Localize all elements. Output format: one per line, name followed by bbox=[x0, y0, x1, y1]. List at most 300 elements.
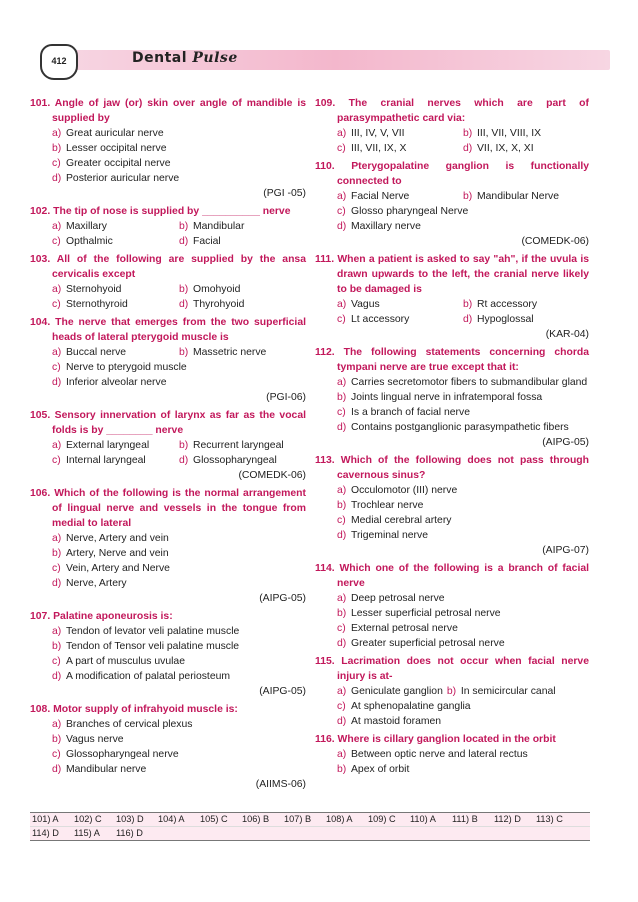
option bbox=[52, 732, 306, 747]
option-letter: a) bbox=[337, 749, 347, 760]
question-text bbox=[30, 96, 306, 126]
option-letter: d) bbox=[52, 173, 62, 184]
question-number: 103. bbox=[30, 254, 57, 265]
option-letter: b) bbox=[337, 392, 347, 403]
question-number: 107. bbox=[30, 611, 54, 622]
option bbox=[179, 219, 306, 234]
option-row bbox=[52, 345, 306, 360]
option-letter: c) bbox=[52, 299, 61, 310]
option-letter: b) bbox=[337, 764, 347, 775]
options bbox=[30, 345, 306, 390]
option bbox=[337, 606, 589, 621]
option-text: Lesser occipital nerve bbox=[66, 143, 167, 154]
option-text: In semicircular canal bbox=[460, 686, 556, 697]
question-text bbox=[315, 252, 589, 297]
option bbox=[337, 375, 589, 390]
option bbox=[337, 714, 589, 729]
question-source: (AIPG-05) bbox=[259, 593, 306, 604]
option bbox=[337, 747, 589, 762]
question-stem: When a patient is asked to say "ah", if the uvula is drawn upwards to the left, the cranial nerve likely to be damaged is bbox=[337, 254, 589, 295]
answer-cell: 104) A bbox=[158, 814, 185, 824]
option bbox=[52, 126, 306, 141]
option-text: Mandibular bbox=[193, 221, 245, 232]
option-letter: b) bbox=[179, 221, 189, 232]
option-letter: b) bbox=[179, 440, 189, 451]
option-letter: b) bbox=[463, 299, 473, 310]
option-text: Thyrohyoid bbox=[193, 299, 245, 310]
question-text bbox=[315, 561, 589, 591]
option-text: III, VII, IX, X bbox=[351, 143, 407, 154]
answer-cell: 115) A bbox=[74, 828, 100, 838]
question bbox=[30, 252, 306, 312]
answer-row bbox=[30, 813, 590, 826]
question-number: 106. bbox=[30, 488, 55, 499]
question bbox=[315, 732, 589, 777]
question-stem: The following statements concerning chorda tympani nerve are true except that it: bbox=[337, 347, 589, 373]
book-title bbox=[132, 50, 238, 66]
option-row bbox=[337, 141, 589, 156]
option-text: Internal laryngeal bbox=[66, 455, 146, 466]
option-text: Opthalmic bbox=[66, 236, 113, 247]
option-letter: c) bbox=[337, 515, 346, 526]
question-stem: Palatine aponeurosis is: bbox=[53, 611, 173, 622]
option-text: Glosso pharyngeal Nerve bbox=[351, 206, 469, 217]
option-text: Apex of orbit bbox=[351, 764, 410, 775]
page-number: 412 bbox=[51, 56, 67, 66]
question-number: 113. bbox=[315, 455, 341, 466]
option-row bbox=[52, 282, 306, 297]
option bbox=[52, 639, 306, 654]
question-stem: Sensory innervation of larynx as far as the vocal folds is by ________ nerve bbox=[52, 410, 306, 436]
option-letter: d) bbox=[337, 422, 347, 433]
option-letter: c) bbox=[337, 143, 346, 154]
option-text: Maxillary nerve bbox=[351, 221, 421, 232]
option bbox=[337, 483, 589, 498]
option-text: Inferior alveolar nerve bbox=[66, 377, 167, 388]
option bbox=[52, 576, 306, 591]
left-column bbox=[30, 96, 306, 795]
question-source: (KAR-04) bbox=[545, 329, 589, 340]
option-letter: d) bbox=[52, 764, 62, 775]
option-letter: b) bbox=[463, 128, 473, 139]
option bbox=[52, 171, 306, 186]
option-row bbox=[337, 126, 589, 141]
option-letter: a) bbox=[337, 128, 347, 139]
question bbox=[315, 252, 589, 342]
option-text: Glossopharyngeal bbox=[193, 455, 277, 466]
options bbox=[315, 189, 589, 234]
option bbox=[337, 219, 589, 234]
option-text: Vagus bbox=[351, 299, 380, 310]
question-stem: Pterygopalatine ganglion is functionally connected to bbox=[337, 161, 589, 187]
option-letter: c) bbox=[337, 314, 346, 325]
question bbox=[315, 561, 589, 651]
option-letter: b) bbox=[52, 143, 62, 154]
question-stem: Where is cillary ganglion located in the orbit bbox=[337, 734, 556, 745]
option-letter: c) bbox=[52, 455, 61, 466]
option-letter: a) bbox=[52, 440, 62, 451]
option-row bbox=[52, 453, 306, 468]
option-text: Tendon of levator veli palatine muscle bbox=[66, 626, 240, 637]
question bbox=[315, 654, 589, 729]
option-row bbox=[52, 297, 306, 312]
option-letter: d) bbox=[179, 236, 189, 247]
question-number: 116. bbox=[315, 734, 338, 745]
answer-cell: 116) D bbox=[116, 828, 143, 838]
option bbox=[179, 345, 306, 360]
question-text bbox=[30, 609, 306, 624]
option-text: Geniculate ganglion bbox=[351, 686, 443, 697]
option-letter: a) bbox=[337, 299, 347, 310]
question bbox=[30, 96, 306, 201]
question-stem: All of the following are supplied by the ansa cervicalis except bbox=[52, 254, 306, 280]
option-text: Omohyoid bbox=[193, 284, 241, 295]
question-source: (AIPG-05) bbox=[259, 686, 306, 697]
option-letter: c) bbox=[52, 362, 61, 373]
option-row bbox=[337, 189, 589, 204]
option bbox=[52, 654, 306, 669]
options bbox=[30, 438, 306, 468]
option-letter: a) bbox=[337, 485, 347, 496]
option-text: Contains postganglionic parasympathetic fibers bbox=[351, 422, 569, 433]
answer-cell: 110) A bbox=[410, 814, 436, 824]
question-source: (PGI -05) bbox=[263, 188, 306, 199]
question-text bbox=[30, 408, 306, 438]
question-text bbox=[315, 453, 589, 483]
book-title-sub: Pulse bbox=[192, 50, 238, 66]
answer-cell: 105) C bbox=[200, 814, 228, 824]
option bbox=[463, 297, 589, 312]
answer-cell: 106) B bbox=[242, 814, 270, 824]
question-text bbox=[315, 654, 589, 684]
question-number: 105. bbox=[30, 410, 55, 421]
question-source: (PGI-06) bbox=[266, 392, 306, 403]
option-text: Lt accessory bbox=[351, 314, 410, 325]
option-text: VII, IX, X, XI bbox=[477, 143, 534, 154]
option bbox=[52, 156, 306, 171]
question-source: (AIPG-07) bbox=[542, 545, 589, 556]
option-letter: d) bbox=[52, 578, 62, 589]
option-text: Tendon of Tensor veli palatine muscle bbox=[66, 641, 240, 652]
question-text bbox=[315, 96, 589, 126]
question bbox=[315, 96, 589, 156]
options bbox=[30, 717, 306, 777]
option bbox=[463, 312, 589, 327]
option-text: Great auricular nerve bbox=[66, 128, 164, 139]
question-text bbox=[30, 204, 306, 219]
option bbox=[52, 345, 179, 360]
question-stem: Angle of jaw (or) skin over angle of mandible is supplied by bbox=[52, 98, 306, 124]
answer-cell: 109) C bbox=[368, 814, 396, 824]
option-letter: a) bbox=[337, 686, 347, 697]
question-stem: The cranial nerves which are part of parasympathetic card via: bbox=[337, 98, 589, 124]
option-letter: b) bbox=[337, 608, 347, 619]
option-text: Occulomotor (III) nerve bbox=[351, 485, 458, 496]
option bbox=[52, 453, 179, 468]
option bbox=[52, 561, 306, 576]
answer-cell: 114) D bbox=[32, 828, 59, 838]
question-stem: Which of the following is the normal arrangement of lingual nerve and vessels in the tongue from medial to lateral bbox=[52, 488, 306, 529]
option bbox=[179, 453, 306, 468]
option-text: Nerve, Artery bbox=[66, 578, 127, 589]
option-text: Vagus nerve bbox=[66, 734, 124, 745]
option-text: Greater superficial petrosal nerve bbox=[351, 638, 505, 649]
option-letter: a) bbox=[337, 377, 347, 388]
option-row bbox=[52, 438, 306, 453]
options bbox=[30, 219, 306, 249]
option bbox=[337, 621, 589, 636]
option-text: Deep petrosal nerve bbox=[351, 593, 445, 604]
question-stem: Motor supply of infrahyoid muscle is: bbox=[53, 704, 238, 715]
option-text: Facial Nerve bbox=[351, 191, 410, 202]
option-letter: d) bbox=[337, 221, 347, 232]
question-text bbox=[315, 159, 589, 189]
options bbox=[30, 282, 306, 312]
option-letter: a) bbox=[337, 191, 347, 202]
question-number: 104. bbox=[30, 317, 56, 328]
option bbox=[52, 234, 179, 249]
question-text bbox=[30, 702, 306, 717]
option-letter: d) bbox=[463, 314, 473, 325]
option-text: Recurrent laryngeal bbox=[193, 440, 284, 451]
options bbox=[30, 126, 306, 186]
option-row bbox=[337, 312, 589, 327]
question-number: 111. bbox=[315, 254, 338, 265]
option-text: Nerve, Artery and vein bbox=[66, 533, 169, 544]
question bbox=[30, 486, 306, 606]
option-text: Mandibular Nerve bbox=[477, 191, 560, 202]
answer-cell: 103) D bbox=[116, 814, 144, 824]
option-letter: d) bbox=[52, 671, 62, 682]
option bbox=[179, 234, 306, 249]
answer-cell: 111) B bbox=[452, 814, 478, 824]
option bbox=[337, 141, 463, 156]
option bbox=[52, 141, 306, 156]
option bbox=[337, 204, 589, 219]
option-letter: d) bbox=[337, 716, 347, 727]
option bbox=[52, 375, 306, 390]
options bbox=[315, 375, 589, 435]
option-letter: c) bbox=[52, 236, 61, 247]
option-letter: a) bbox=[52, 284, 62, 295]
question-text bbox=[315, 732, 589, 747]
option-text: Facial bbox=[193, 236, 221, 247]
option-letter: c) bbox=[52, 158, 61, 169]
option-text: Mandibular nerve bbox=[66, 764, 147, 775]
option bbox=[337, 405, 589, 420]
option-letter: d) bbox=[179, 455, 189, 466]
option-letter: c) bbox=[337, 206, 346, 217]
option-text: At sphenopalatine ganglia bbox=[351, 701, 471, 712]
book-title-main: Dental bbox=[132, 50, 188, 66]
option-text: Rt accessory bbox=[477, 299, 538, 310]
option bbox=[463, 141, 589, 156]
option-text: Trigeminal nerve bbox=[351, 530, 428, 541]
option-letter: a) bbox=[337, 593, 347, 604]
question-stem: The tip of nose is supplied by __________ nerve bbox=[53, 206, 291, 217]
page-header bbox=[40, 44, 610, 74]
option-text: Nerve to pterygoid muscle bbox=[66, 362, 187, 373]
option-text: Lesser superficial petrosal nerve bbox=[351, 608, 501, 619]
answer-cell: 113) C bbox=[536, 814, 563, 824]
option-row bbox=[52, 234, 306, 249]
answer-cell: 101) A bbox=[32, 814, 59, 824]
option bbox=[337, 684, 443, 699]
option-letter: d) bbox=[179, 299, 189, 310]
option bbox=[337, 591, 589, 606]
option-row bbox=[337, 684, 589, 699]
option-text: Maxillary bbox=[66, 221, 107, 232]
option bbox=[337, 498, 589, 513]
option bbox=[337, 528, 589, 543]
question bbox=[315, 345, 589, 450]
option-text: Massetric nerve bbox=[193, 347, 267, 358]
option-text: External laryngeal bbox=[66, 440, 150, 451]
option-letter: b) bbox=[52, 734, 62, 745]
option-text: Glossopharyngeal nerve bbox=[66, 749, 179, 760]
option-letter: c) bbox=[52, 749, 61, 760]
option bbox=[463, 189, 589, 204]
question-text bbox=[30, 252, 306, 282]
option-text: Hypoglossal bbox=[477, 314, 534, 325]
question-number: 114. bbox=[315, 563, 340, 574]
option bbox=[179, 297, 306, 312]
option-text: Buccal nerve bbox=[66, 347, 127, 358]
options bbox=[30, 624, 306, 684]
option-letter: c) bbox=[52, 563, 61, 574]
option-row bbox=[52, 219, 306, 234]
answer-key bbox=[30, 812, 590, 841]
options bbox=[30, 531, 306, 591]
question-text bbox=[315, 345, 589, 375]
question-number: 115. bbox=[315, 656, 342, 667]
option bbox=[337, 699, 589, 714]
question-number: 112. bbox=[315, 347, 344, 358]
option-letter: b) bbox=[337, 500, 347, 511]
answer-cell: 112) D bbox=[494, 814, 521, 824]
question-stem: Which one of the following is a branch of facial nerve bbox=[337, 563, 589, 589]
option-letter: b) bbox=[179, 347, 189, 358]
option-text: Posterior auricular nerve bbox=[66, 173, 180, 184]
option bbox=[463, 126, 589, 141]
option-letter: b) bbox=[463, 191, 473, 202]
right-column bbox=[315, 96, 589, 780]
option-text: Carries secretomotor fibers to submandibular gland bbox=[351, 377, 588, 388]
option-letter: d) bbox=[337, 638, 347, 649]
option-text: External petrosal nerve bbox=[351, 623, 458, 634]
answer-cell: 102) C bbox=[74, 814, 102, 824]
option bbox=[179, 438, 306, 453]
option-text: Joints lingual nerve in infratemporal fossa bbox=[351, 392, 543, 403]
option bbox=[52, 282, 179, 297]
option-letter: c) bbox=[337, 407, 346, 418]
options bbox=[315, 126, 589, 156]
question-text bbox=[30, 486, 306, 531]
option bbox=[52, 531, 306, 546]
option-letter: c) bbox=[337, 701, 346, 712]
option-text: A modification of palatal periosteum bbox=[66, 671, 231, 682]
option-text: Branches of cervical plexus bbox=[66, 719, 193, 730]
option bbox=[52, 438, 179, 453]
answer-row bbox=[30, 826, 590, 840]
question-number: 108. bbox=[30, 704, 54, 715]
option-text: III, VII, VIII, IX bbox=[477, 128, 542, 139]
option bbox=[337, 297, 463, 312]
question bbox=[30, 408, 306, 483]
option-row bbox=[337, 297, 589, 312]
question-source: (AIIMS-06) bbox=[255, 779, 306, 790]
option-letter: c) bbox=[52, 656, 61, 667]
option bbox=[337, 189, 463, 204]
option-letter: d) bbox=[337, 530, 347, 541]
option bbox=[52, 546, 306, 561]
option-text: Vein, Artery and Nerve bbox=[66, 563, 170, 574]
option bbox=[179, 282, 306, 297]
option-letter: b) bbox=[446, 686, 457, 697]
question-stem: Lacrimation does not occur when facial nerve injury is at- bbox=[337, 656, 589, 682]
question bbox=[30, 315, 306, 405]
option-letter: a) bbox=[52, 221, 62, 232]
options bbox=[315, 591, 589, 651]
question-number: 110. bbox=[315, 161, 352, 172]
tooth-icon bbox=[40, 44, 78, 80]
option-text: Artery, Nerve and vein bbox=[66, 548, 169, 559]
question-number: 101. bbox=[30, 98, 55, 109]
option-text: Is a branch of facial nerve bbox=[351, 407, 470, 418]
option-letter: c) bbox=[337, 623, 346, 634]
question-text bbox=[30, 315, 306, 345]
options bbox=[315, 747, 589, 777]
answer-cell: 108) A bbox=[326, 814, 353, 824]
option-text: Medial cerebral artery bbox=[351, 515, 452, 526]
option bbox=[52, 360, 306, 375]
option-letter: a) bbox=[52, 626, 62, 637]
question bbox=[315, 159, 589, 249]
question-stem: The nerve that emerges from the two superficial heads of lateral pterygoid muscle is bbox=[52, 317, 306, 343]
option-text: Sternothyroid bbox=[66, 299, 128, 310]
answer-cell: 107) B bbox=[284, 814, 312, 824]
question-source: (AIPG-05) bbox=[542, 437, 589, 448]
option bbox=[337, 420, 589, 435]
option-letter: d) bbox=[463, 143, 473, 154]
option bbox=[337, 390, 589, 405]
option-text: Sternohyoid bbox=[66, 284, 122, 295]
question bbox=[30, 702, 306, 792]
question bbox=[315, 453, 589, 558]
option-letter: d) bbox=[52, 377, 62, 388]
options bbox=[315, 483, 589, 543]
option bbox=[52, 762, 306, 777]
option bbox=[52, 669, 306, 684]
option-text: III, IV, V, VII bbox=[351, 128, 405, 139]
question-stem: Which of the following does not pass through cavernous sinus? bbox=[337, 455, 589, 481]
option-letter: b) bbox=[179, 284, 189, 295]
option-text: Trochlear nerve bbox=[351, 500, 424, 511]
options bbox=[315, 297, 589, 327]
option bbox=[52, 624, 306, 639]
question-source: (COMEDK-06) bbox=[238, 470, 306, 481]
option bbox=[337, 636, 589, 651]
option bbox=[52, 297, 179, 312]
option-letter: a) bbox=[52, 128, 62, 139]
option bbox=[337, 126, 463, 141]
option bbox=[52, 717, 306, 732]
option bbox=[52, 747, 306, 762]
option-letter: a) bbox=[52, 347, 62, 358]
question-number: 102. bbox=[30, 206, 54, 217]
option-text: A part of musculus uvulae bbox=[66, 656, 185, 667]
option-text: Between optic nerve and lateral rectus bbox=[351, 749, 528, 760]
